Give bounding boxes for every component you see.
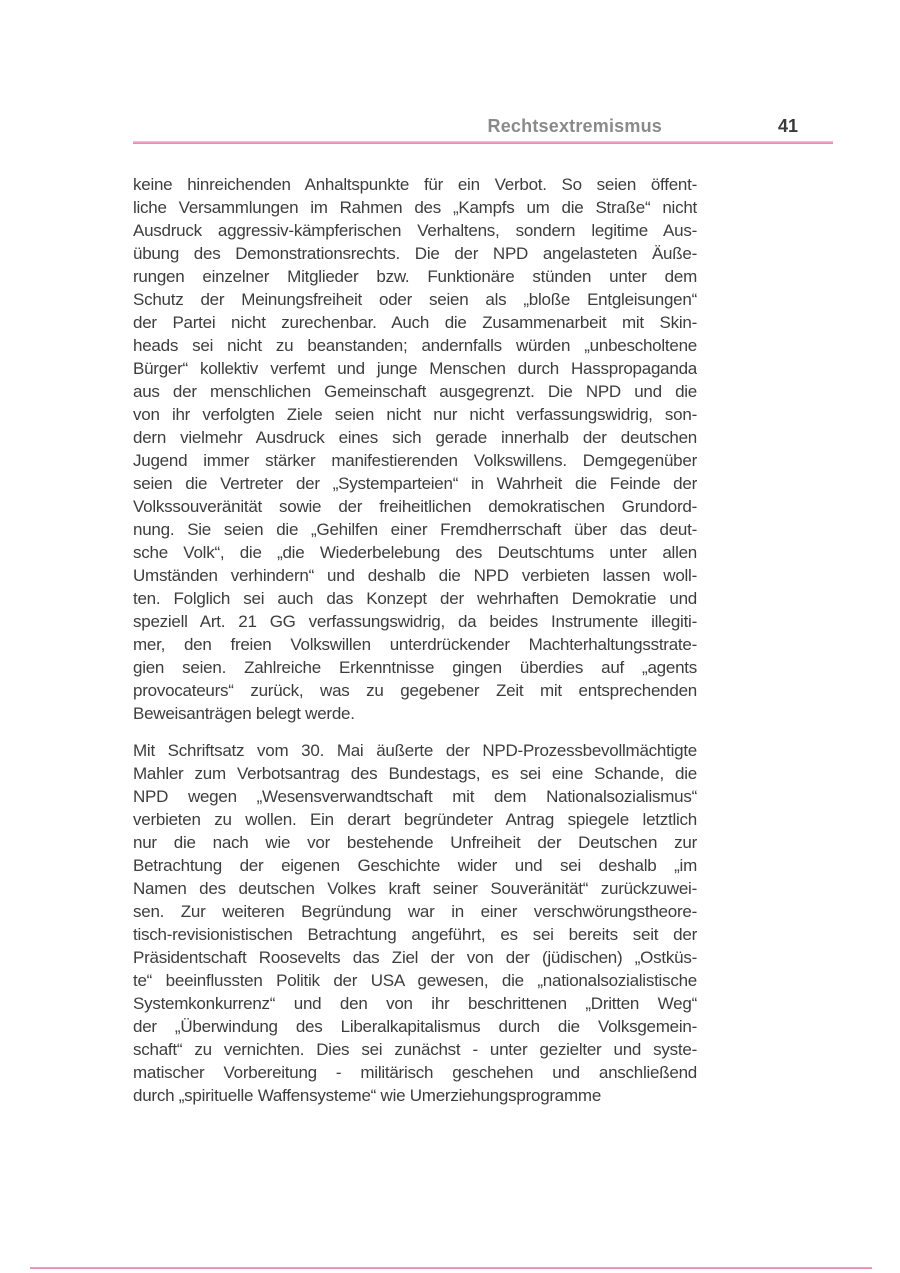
- text-line: speziell Art. 21 GG verfassungswidrig, da beides Instrumente illegiti-: [133, 612, 697, 631]
- text-line: Ausdruck aggressiv-kämpferischen Verhaltens, sondern legitime Aus-: [133, 221, 697, 240]
- text-line: Jugend immer stärker manifestierenden Volkswillens. Demgegenüber: [133, 451, 697, 470]
- text-line: provocateurs“ zurück, was zu gegebener Zeit mit entsprechenden: [133, 681, 697, 700]
- text-line: der „Überwindung des Liberalkapitalismus durch die Volksgemein-: [133, 1017, 697, 1036]
- text-line: Betrachtung der eigenen Geschichte wider und sei deshalb „im: [133, 856, 697, 875]
- text-line: aus der menschlichen Gemeinschaft ausgegrenzt. Die NPD und die: [133, 382, 697, 401]
- page-number: 41: [777, 116, 798, 136]
- text-line: keine hinreichenden Anhaltspunkte für ein Verbot. So seien öffent-: [133, 175, 697, 194]
- text-line: gien seien. Zahlreiche Erkenntnisse gingen überdies auf „agents: [133, 658, 697, 677]
- text-line: nung. Sie seien die „Gehilfen einer Fremdherrschaft über das deut-: [133, 520, 697, 539]
- text-line: Volkssouveränität sowie der freiheitlichen demokratischen Grundord-: [133, 497, 697, 516]
- text-line: mer, den freien Volkswillen unterdrückender Machterhaltungsstrate-: [133, 635, 697, 654]
- paragraph: [133, 173, 697, 725]
- body-text-block: [133, 173, 697, 1107]
- text-line: sen. Zur weiteren Begründung war in einer verschwörungstheore-: [133, 902, 697, 921]
- text-line: NPD wegen „Wesensverwandtschaft mit dem Nationalsozialismus“: [133, 787, 697, 806]
- text-line: sche Volk“, die „die Wiederbelebung des Deutschtums unter allen: [133, 543, 697, 562]
- text-line: durch „spirituelle Waffensysteme“ wie Umerziehungsprogramme: [133, 1086, 602, 1105]
- text-line: seien die Vertreter der „Systemparteien“ in Wahrheit die Feinde der: [133, 474, 697, 493]
- text-line: rungen einzelner Mitglieder bzw. Funktionäre stünden unter dem: [133, 267, 697, 286]
- text-line: nur die nach wie vor bestehende Unfreiheit der Deutschen zur: [133, 833, 697, 852]
- text-line: Systemkonkurrenz“ und den von ihr beschrittenen „Dritten Weg“: [133, 994, 697, 1013]
- text-line: verbieten zu wollen. Ein derart begründeter Antrag spiegele letztlich: [133, 810, 697, 829]
- text-line: übung des Demonstrationsrechts. Die der NPD angelasteten Äuße-: [133, 244, 697, 263]
- text-line: Mahler zum Verbotsantrag des Bundestags, es sei eine Schande, die: [133, 764, 697, 783]
- text-line: te“ beeinflussten Politik der USA gewesen, die „nationalsozialistische: [133, 971, 697, 990]
- text-line: Umständen verhindern“ und deshalb die NPD verbieten lassen woll-: [133, 566, 697, 585]
- text-line: Schutz der Meinungsfreiheit oder seien als „bloße Entgleisungen“: [133, 290, 697, 309]
- page-bottom-rule: [30, 1267, 872, 1269]
- text-line: Mit Schriftsatz vom 30. Mai äußerte der NPD-Prozessbevollmächtigte: [133, 741, 697, 760]
- text-line: matischer Vorbereitung - militärisch geschehen und anschließend: [133, 1063, 697, 1082]
- text-line: Namen des deutschen Volkes kraft seiner Souveränität“ zurückzuwei-: [133, 879, 697, 898]
- text-line: dern vielmehr Ausdruck eines sich gerade innerhalb der deutschen: [133, 428, 697, 447]
- text-line: heads sei nicht zu beanstanden; andernfalls würden „unbescholtene: [133, 336, 697, 355]
- text-line: tisch-revisionistischen Betrachtung angeführt, es sei bereits seit der: [133, 925, 697, 944]
- text-line: liche Versammlungen im Rahmen des „Kampfs um die Straße“ nicht: [133, 198, 697, 217]
- header-rule-divider: [133, 141, 833, 144]
- paragraph: [133, 739, 697, 1107]
- running-header-section-title: Rechtsextremismus: [487, 116, 662, 136]
- text-line: schaft“ zu vernichten. Dies sei zunächst - unter gezielter und syste-: [133, 1040, 697, 1059]
- text-line: ten. Folglich sei auch das Konzept der wehrhaften Demokratie und: [133, 589, 697, 608]
- text-line: Beweisanträgen belegt werde.: [133, 704, 355, 723]
- text-line: von ihr verfolgten Ziele seien nicht nur nicht verfassungswidrig, son-: [133, 405, 697, 424]
- text-line: Präsidentschaft Roosevelts das Ziel der von der (jüdischen) „Ostküs-: [133, 948, 697, 967]
- text-line: der Partei nicht zurechenbar. Auch die Zusammenarbeit mit Skin-: [133, 313, 697, 332]
- text-line: Bürger“ kollektiv verfemt und junge Menschen durch Hasspropaganda: [133, 359, 697, 378]
